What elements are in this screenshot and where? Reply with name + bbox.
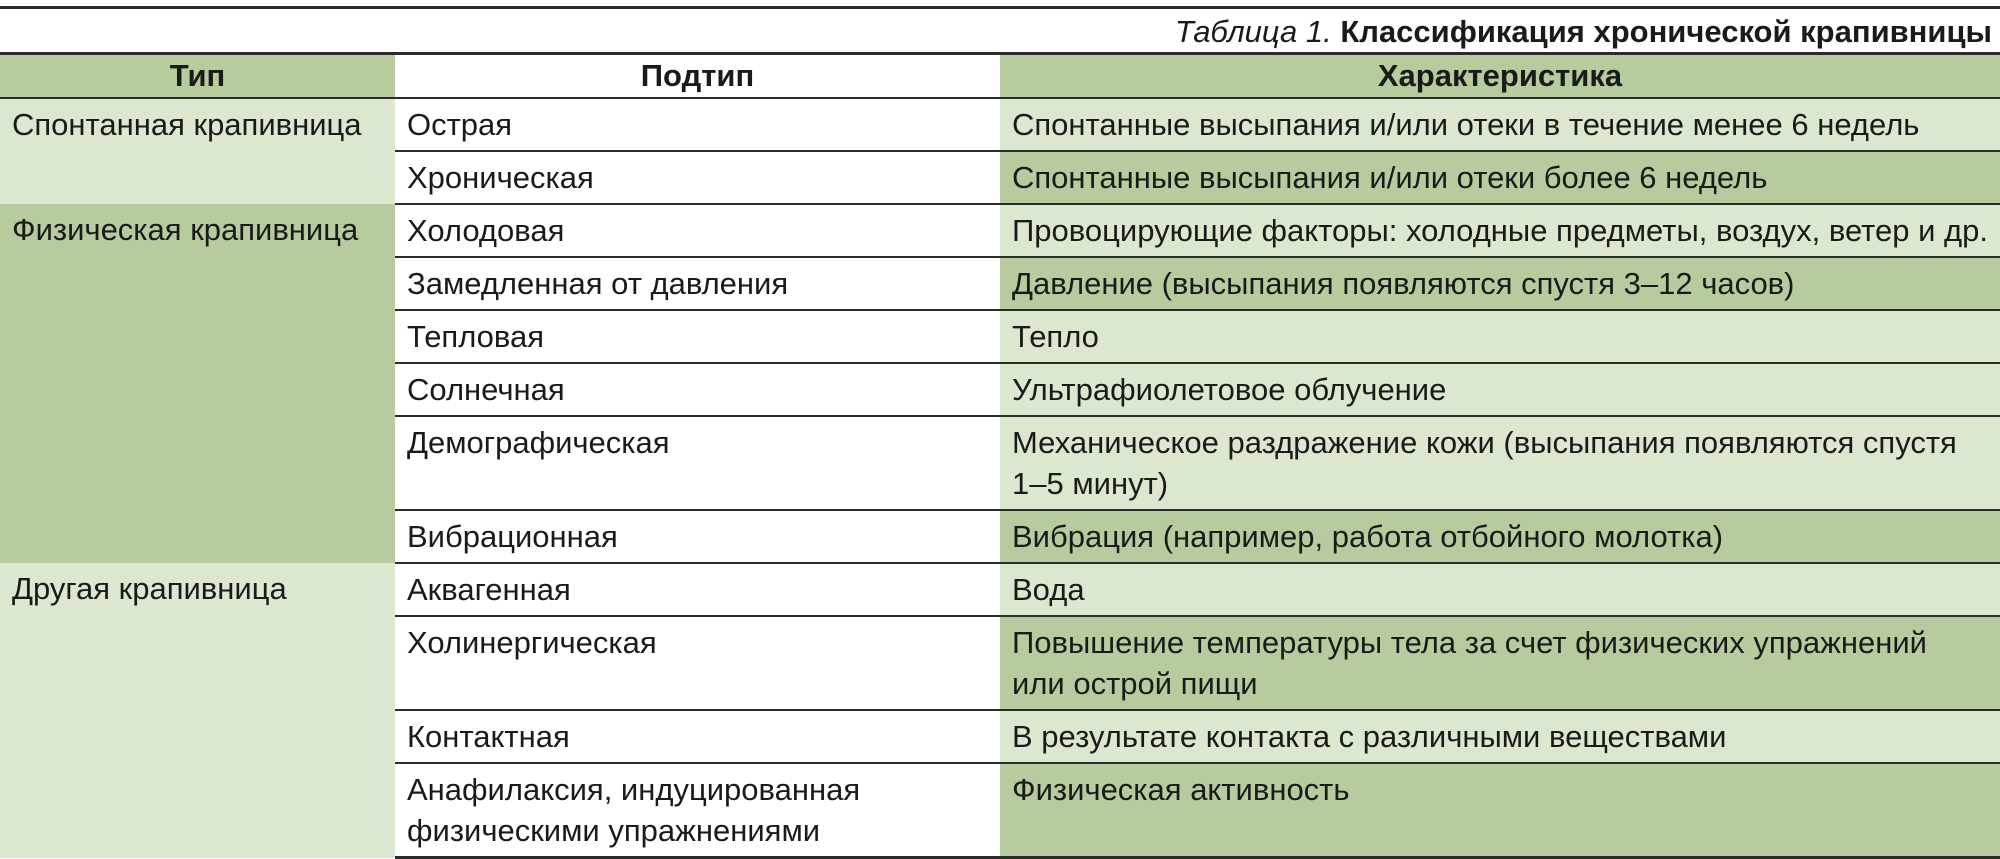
table-row [0,563,2000,616]
header-type: Тип [0,54,395,99]
characteristic-cell: Тепло [1000,310,2000,363]
type-cell: Физическая крапивница [0,204,395,563]
type-cell: Спонтанная крапивница [0,98,395,204]
header-row [0,54,2000,99]
subtype-cell: Анафилаксия, индуцированная физическими упражнениями [395,763,1000,858]
subtype-cell: Острая [395,98,1000,151]
characteristic-cell: Физическая активность [1000,763,2000,858]
subtype-cell: Холинергическая [395,616,1000,710]
subtype-cell: Аквагенная [395,563,1000,616]
characteristic-cell: Ультрафиолетовое облучение [1000,363,2000,416]
table-row [0,98,2000,151]
characteristic-cell: В результате контакта с различными веществами [1000,710,2000,763]
classification-table [0,52,2000,859]
characteristic-cell: Спонтанные высыпания и/или отеки более 6 недель [1000,151,2000,204]
characteristic-cell: Провоцирующие факторы: холодные предметы, воздух, ветер и др. [1000,204,2000,257]
subtype-cell: Замедленная от давления [395,257,1000,310]
top-rule [0,6,2000,9]
subtype-cell: Вибрационная [395,510,1000,563]
table-caption [1175,12,1992,52]
characteristic-cell: Механическое раздражение кожи (высыпания появляются спустя 1–5 минут) [1000,416,2000,510]
subtype-cell: Контактная [395,710,1000,763]
subtype-cell: Демографическая [395,416,1000,510]
type-cell: Другая крапивница [0,563,395,858]
characteristic-cell: Давление (высыпания появляются спустя 3–12 часов) [1000,257,2000,310]
header-characteristic: Характеристика [1000,54,2000,99]
subtype-cell: Холодовая [395,204,1000,257]
characteristic-cell: Повышение температуры тела за счет физических упражнений или острой пищи [1000,616,2000,710]
subtype-cell: Тепловая [395,310,1000,363]
caption-title: Классификация хронической крапивницы [1340,14,1992,49]
header-subtype: Подтип [395,54,1000,99]
subtype-cell: Солнечная [395,363,1000,416]
caption-label: Таблица 1. [1174,14,1332,49]
table-row [0,204,2000,257]
subtype-cell: Хроническая [395,151,1000,204]
characteristic-cell: Вибрация (например, работа отбойного молотка) [1000,510,2000,563]
characteristic-cell: Вода [1000,563,2000,616]
characteristic-cell: Спонтанные высыпания и/или отеки в течение менее 6 недель [1000,98,2000,151]
